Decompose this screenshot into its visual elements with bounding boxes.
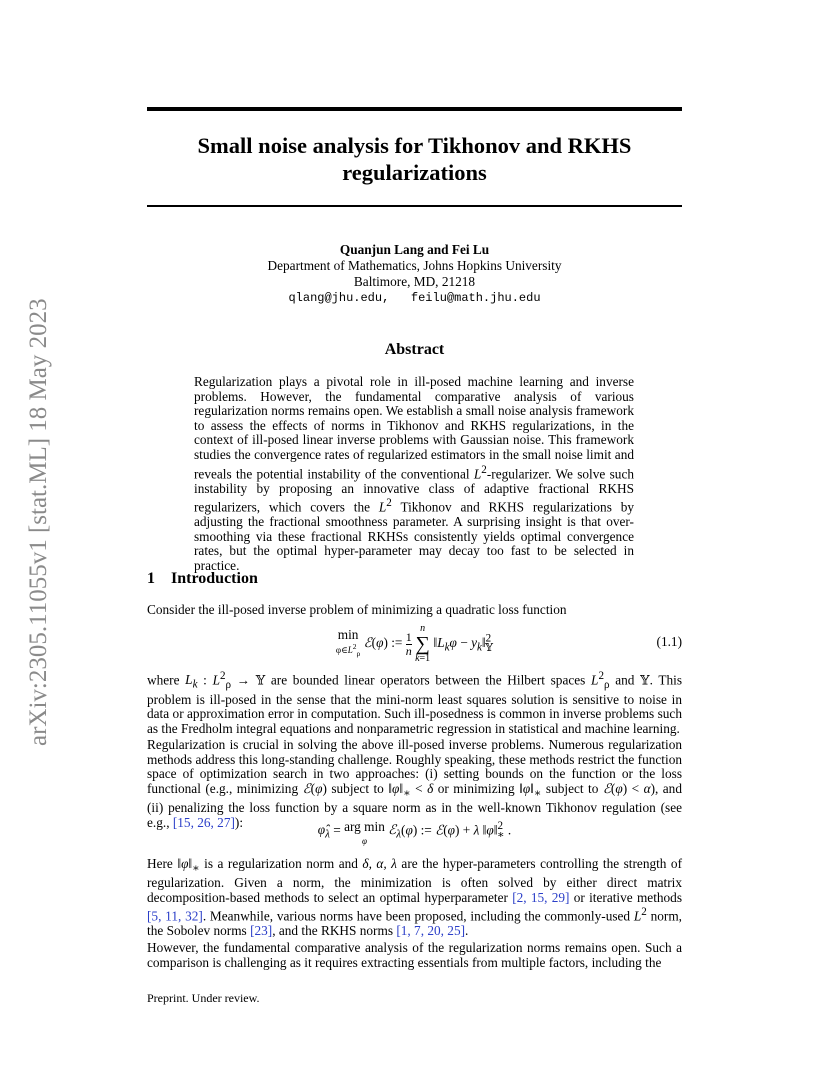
section-heading [147, 570, 258, 588]
section-title: Introduction [171, 570, 258, 587]
equation-tikhonov [147, 820, 682, 856]
email-1[interactable]: qlang@jhu.edu, [288, 291, 390, 305]
citation-15-26-27[interactable]: [15, 26, 27] [172, 814, 235, 830]
abstract-heading: Abstract [384, 341, 445, 358]
citation-23[interactable]: [23] [250, 923, 273, 939]
citation-5-11-32[interactable]: [5, 11, 32] [147, 908, 203, 924]
author-department: Department of Mathematics, Johns Hopkins University [267, 258, 562, 273]
title-bottom-rule [147, 205, 682, 207]
intro-paragraph-5: However, the fundamental comparative analysis of the regularization norms remains open. Such a comparison is challenging as it requires extracting essentials from multiple factors, including the [147, 940, 682, 970]
equation-1-1 [147, 624, 682, 664]
title-top-rule [147, 107, 682, 111]
author-emails [147, 290, 682, 306]
citation-1-7-20-25[interactable]: [1, 7, 20, 25] [396, 923, 466, 939]
abstract-part-3: Tikhonov and RKHS regularizations by adjusting the fractional smoothness parameter. A surprising insight is that over-smoothing via these fractional RKHSs consistently yields optimal convergence rates, but the optimal hyper-parameter may decay too fast to be selected in practice. [194, 499, 634, 573]
title-line-1: Small noise analysis for Tikhonov and RKHS [197, 133, 632, 158]
intro-paragraph-4: Here $‖\varphi‖_∗$ is a regularization norm and δ, α, λ are the hyper-parameters controlling the strength of regularization. Given a norm, the minimization is often solved by either direct matrix decomposition-based methods to select an optimal hyperparameter [2, 15, 29] or iterative methods [5, 11, 32]. Meanwhile, various norms have been proposed, including the commonly-used $L^2$ norm, the Sobolev norms [23], and the RKHS norms [1, 7, 20, 25]. [147, 856, 683, 939]
intro-paragraph-3: Regularization is crucial in solving the above ill-posed inverse problems. Numerous regularization methods address this long-standing challenge. Roughly speaking, these methods restrict the function space of optimization search in two approaches: (i) setting bounds on the function or the loss functional (e.g., minimizing ℰ(φ) subject to $‖\varphi‖_∗ < \delta$ or minimizing $‖\varphi‖_∗$ subject to ℰ(φ) < α), and (ii) penalizing the loss function by a square norm as in the well-known Tikhonov regulation (see e.g., [15, 26, 27]): [147, 737, 682, 830]
abstract-part-2: -regularizer. We solve such instability by proposing an innovative class of adaptive fractional RKHS regularizers, which covers the [194, 465, 634, 515]
citation-2-15-29[interactable]: [2, 15, 29] [512, 889, 570, 905]
paper-title [147, 132, 682, 186]
equation-1-1-body: min $\varphi\in L^2_\rho$ ℰ(φ) := $\frac{1}{n}$ n ∑ k=1 $‖L_k\varphi$ − $y_k‖^2_𝕐$ [335, 623, 494, 664]
author-block [147, 242, 682, 306]
arxiv-stamp: arXiv:2305.11055v1 [stat.ML] 18 May 2023 [25, 298, 52, 746]
intro-paragraph-1: Consider the ill-posed inverse problem of minimizing a quadratic loss function [147, 602, 567, 617]
author-address: Baltimore, MD, 21218 [353, 274, 476, 289]
equation-tikhonov-body: $\varphî_\lambda$ = arg min φ ℰ$_\lambda$(φ) := ℰ(φ) + λ ‖φ‖$^2_∗$ . [317, 819, 512, 846]
author-names: Quanjun Lang and Fei Lu [339, 242, 490, 257]
abstract-part-1: Regularization plays a pivotal role in ill-posed machine learning and inverse problems. However, the fundamental comparative analysis of various regularization norms remains open. We establish a small noise analysis framework to assess the effects of norms in Tikhonov and RKHS regularizations, in the context of ill-posed linear inverse problems with Gaussian noise. This framework studies the convergence rates of regularized estimators in the small noise limit and reveals the potential instability of the conventional [194, 374, 634, 481]
title-line-2: regularizations [342, 160, 487, 185]
abstract-text: Regularization plays a pivotal role in ill-posed machine learning and inverse problems. However, the fundamental comparative analysis of various regularization norms remains open. We establish a small noise analysis framework to assess the effects of norms in Tikhonov and RKHS regularizations, in the context of ill-posed linear inverse problems with Gaussian noise. This framework studies the convergence rates of regularized estimators in the small noise limit and reveals the potential instability of the conventional $L^2$-regularizer. We solve such instability by proposing an innovative class of adaptive fractional RKHS regularizers, which covers the $L^2$ Tikhonov and RKHS regularizations by adjusting the fractional smoothness parameter. A surprising insight is that over-smoothing via these fractional RKHSs consistently yields optimal convergence rates, but the optimal hyper-parameter may decay too fast to be selected in practice. [194, 374, 634, 573]
equation-number-1-1: (1.1) [656, 634, 682, 649]
footer-note: Preprint. Under review. [147, 991, 260, 1005]
section-number: 1 [147, 570, 155, 587]
intro-paragraph-2: where $L_k$ : $L^2_\rho$ → 𝕐 are bounded linear operators between the Hilbert spaces $L^2_\rho$ and 𝕐. This problem is ill-posed in the sense that the mini-norm least squares solution is sensitive to noise in data or approximation error in computation. Such ill-posedness is common in inverse problems such as the Fredholm integral equations and nonparametric regression in statistical and machine learning. [147, 670, 682, 736]
email-2[interactable]: feilu@math.jhu.edu [410, 291, 541, 305]
